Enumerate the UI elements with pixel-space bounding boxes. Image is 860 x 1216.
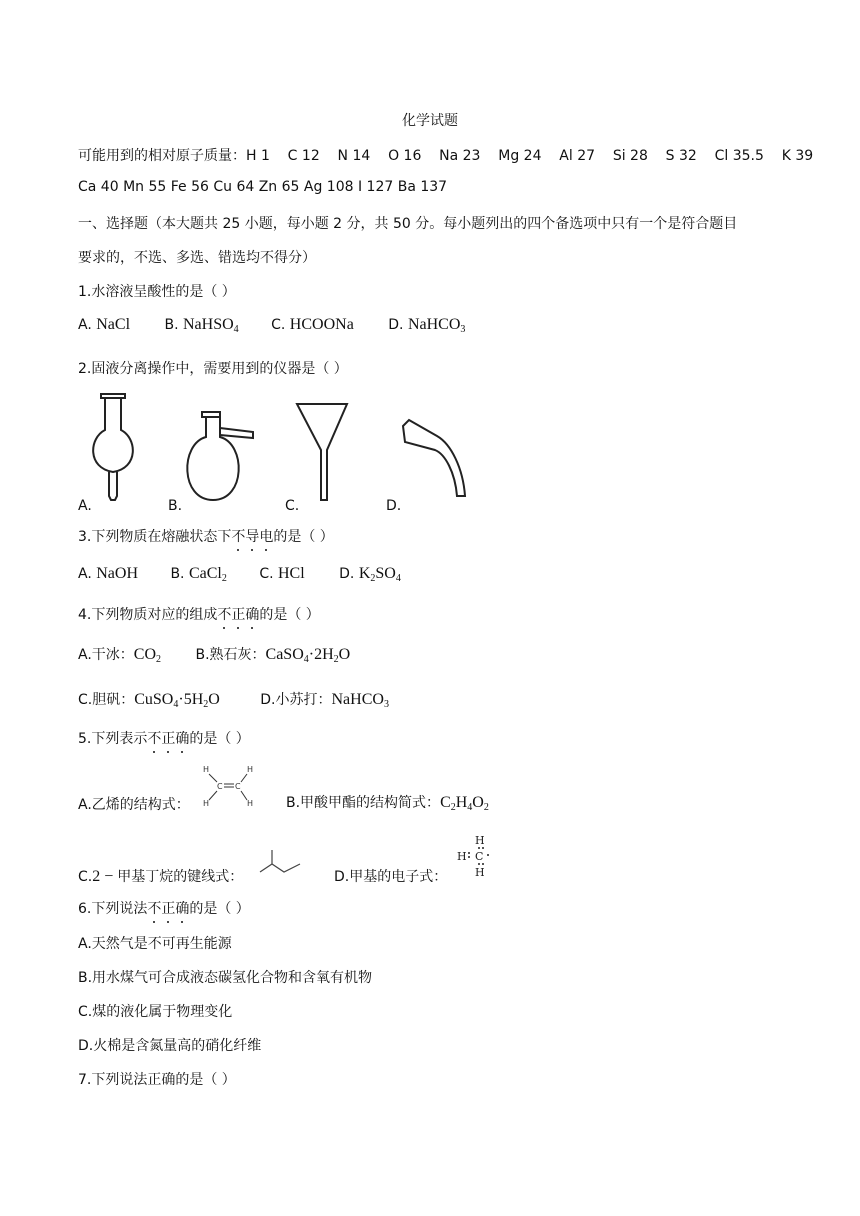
atomic-masses-label: 可能用到的相对原子质量： <box>78 148 246 164</box>
atomic-masses-values-1: H 1 C 12 N 14 O 16 Na 23 Mg 24 Al 27 Si 28 S 32 Cl 35.5 K 39 <box>246 148 814 164</box>
q2-apparatus-images <box>85 392 475 507</box>
q4-option-b: B.熟石灰：$CaSO_4\cdot 2H_2O$ <box>195 646 351 665</box>
atomic-masses-line-1 <box>78 145 813 165</box>
question-4-stem: 4.下列物质对应的组成不正确的是（ ） <box>78 604 320 624</box>
q4-option-a: A.干冰：$CO_2$ <box>78 646 162 665</box>
q5-option-c-text: C.2 − 甲基丁烷的键线式： <box>78 868 244 885</box>
question-3-stem: 3.下列物质在熔融状态下不导电的是（ ） <box>78 526 334 546</box>
methylbutane-skeletal-icon <box>258 848 308 878</box>
question-1-stem: 1.水溶液呈酸性的是（ ） <box>78 284 236 300</box>
svg-text:H: H <box>475 866 485 878</box>
question-4-options-row-2 <box>78 689 389 710</box>
ethylene-h: H <box>203 765 210 774</box>
q5-option-a-text: A.乙烯的结构式： <box>78 797 190 813</box>
q6-option-a: A.天然气是不可再生能源 <box>78 936 232 952</box>
svg-text:C: C <box>217 782 223 791</box>
q6-option-d: D.火棉是含氮量高的硝化纤维 <box>78 1038 262 1054</box>
svg-text:H: H <box>475 834 485 847</box>
question-4-options-row-1 <box>78 644 350 665</box>
question-3-options <box>78 565 401 584</box>
section-1-heading-line-1: 一、选择题（本大题共 25 小题，每小题 2 分，共 50 分。每小题列出的四个备选项中只有一个是符合题目 <box>78 216 738 232</box>
question-1-options <box>78 316 465 335</box>
q3-option-a: A. NaOH <box>78 565 138 582</box>
methyl-electron-formula-icon <box>455 834 495 878</box>
q6-option-c: C.煤的液化属于物理变化 <box>78 1004 233 1020</box>
q3-option-d: D. $K_2SO_4$ <box>339 565 401 584</box>
svg-text:C: C <box>475 850 484 863</box>
svg-text:H: H <box>203 799 210 808</box>
funnel-icon <box>297 404 347 500</box>
question-2-stem: 2.固液分离操作中，需要用到的仪器是（ ） <box>78 361 348 377</box>
q4-option-c: C.胆矾：$CuSO_4\cdot 5H_2O$ <box>78 691 220 710</box>
q4-option-d: D.小苏打：NaHCO$_3$ <box>260 691 389 710</box>
separatory-funnel-icon <box>93 394 133 500</box>
q1-option-b: B. NaHSO$_4$ <box>164 316 239 335</box>
q2-option-b-label: B. <box>168 498 183 514</box>
q1-option-d: D. NaHCO$_3$ <box>388 316 466 335</box>
question-5-stem: 5.下列表示不正确的是（ ） <box>78 728 250 748</box>
q3-option-b: B. CaCl$_2$ <box>170 565 227 584</box>
svg-text:H: H <box>247 799 254 808</box>
svg-text:H: H <box>247 765 254 774</box>
q5-option-b: B.甲酸甲酯的结构简式：$C_2H_4O_2$ <box>286 794 489 813</box>
section-1-heading-line-2: 要求的，不选、多选、错选均不得分） <box>78 250 316 266</box>
question-7-stem: 7.下列说法正确的是（ ） <box>78 1072 236 1088</box>
distilling-flask-icon <box>187 412 253 500</box>
atomic-masses-line-2: Ca 40 Mn 55 Fe 56 Cu 64 Zn 65 Ag 108 I 127 Ba 137 <box>78 179 448 195</box>
svg-text:C: C <box>235 782 241 791</box>
bent-tube-icon <box>403 420 465 496</box>
q5-option-d-text: D.甲基的电子式： <box>334 869 448 885</box>
q3-option-c: C. HCl <box>259 565 305 582</box>
q2-option-d-label: D. <box>386 498 402 514</box>
ethylene-structure-icon <box>195 760 265 810</box>
q2-option-a-label: A. <box>78 498 92 514</box>
svg-text:H: H <box>457 850 467 863</box>
q1-option-a: A. NaCl <box>78 316 131 333</box>
page-title: 化学试题 <box>402 113 458 129</box>
q1-option-c: C. HCOONa <box>271 316 354 333</box>
question-6-stem: 6.下列说法不正确的是（ ） <box>78 898 250 918</box>
q6-option-b: B.用水煤气可合成液态碳氢化合物和含氧有机物 <box>78 970 373 986</box>
q2-option-c-label: C. <box>285 498 300 514</box>
